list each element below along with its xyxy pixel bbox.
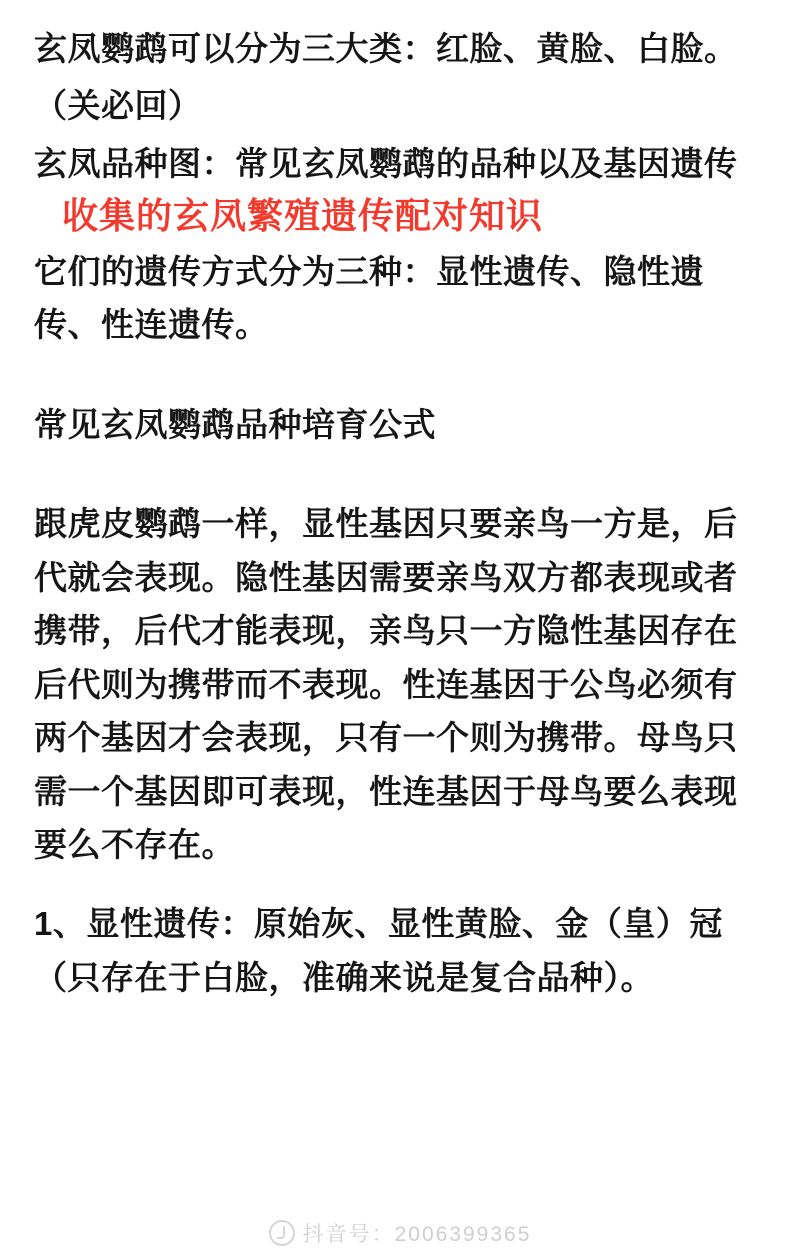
watermark <box>0 1218 800 1248</box>
watermark-text: 抖音号：2006399365 <box>302 1223 532 1246</box>
paragraph-breeding-formula-heading: 常见玄凤鹦鹉品种培育公式 <box>34 405 436 443</box>
paragraph-intro-categories: 玄凤鹦鹉可以分为三大类：红脸、黄脸、白脸。 <box>34 30 738 67</box>
highlight-heading-breeding-knowledge: 收集的玄凤繁殖遗传配对知识 <box>62 195 544 237</box>
paragraph-breed-chart-title: 玄凤品种图：常见玄凤鹦鹉的品种以及基因遗传 <box>34 144 738 182</box>
paragraph-note-parenthetical: （关必回） <box>34 87 202 125</box>
paragraph-dominant-inheritance-list: 1、显性遗传：原始灰、显性黄脸、金（皇）冠（只存在于白脸，准确来说是复合品种）。 <box>34 905 723 996</box>
douyin-logo-icon <box>269 1220 295 1246</box>
paragraph-inheritance-types: 它们的遗传方式分为三种：显性遗传、隐性遗传、性连遗传。 <box>34 252 704 344</box>
paragraph-genetics-explanation: 跟虎皮鹦鹉一样，显性基因只要亲鸟一方是，后代就会表现。隐性基因需要亲鸟双方都表现或者携带，后代才能表现，亲鸟只一方隐性基因存在后代则为携带而不表现。性连基因于公鸟必须有两个基因才会表现，只有一个则为携带。母鸟只需一个基因即可表现，性连基因于母鸟要么表现要么不存在。 <box>34 505 738 864</box>
